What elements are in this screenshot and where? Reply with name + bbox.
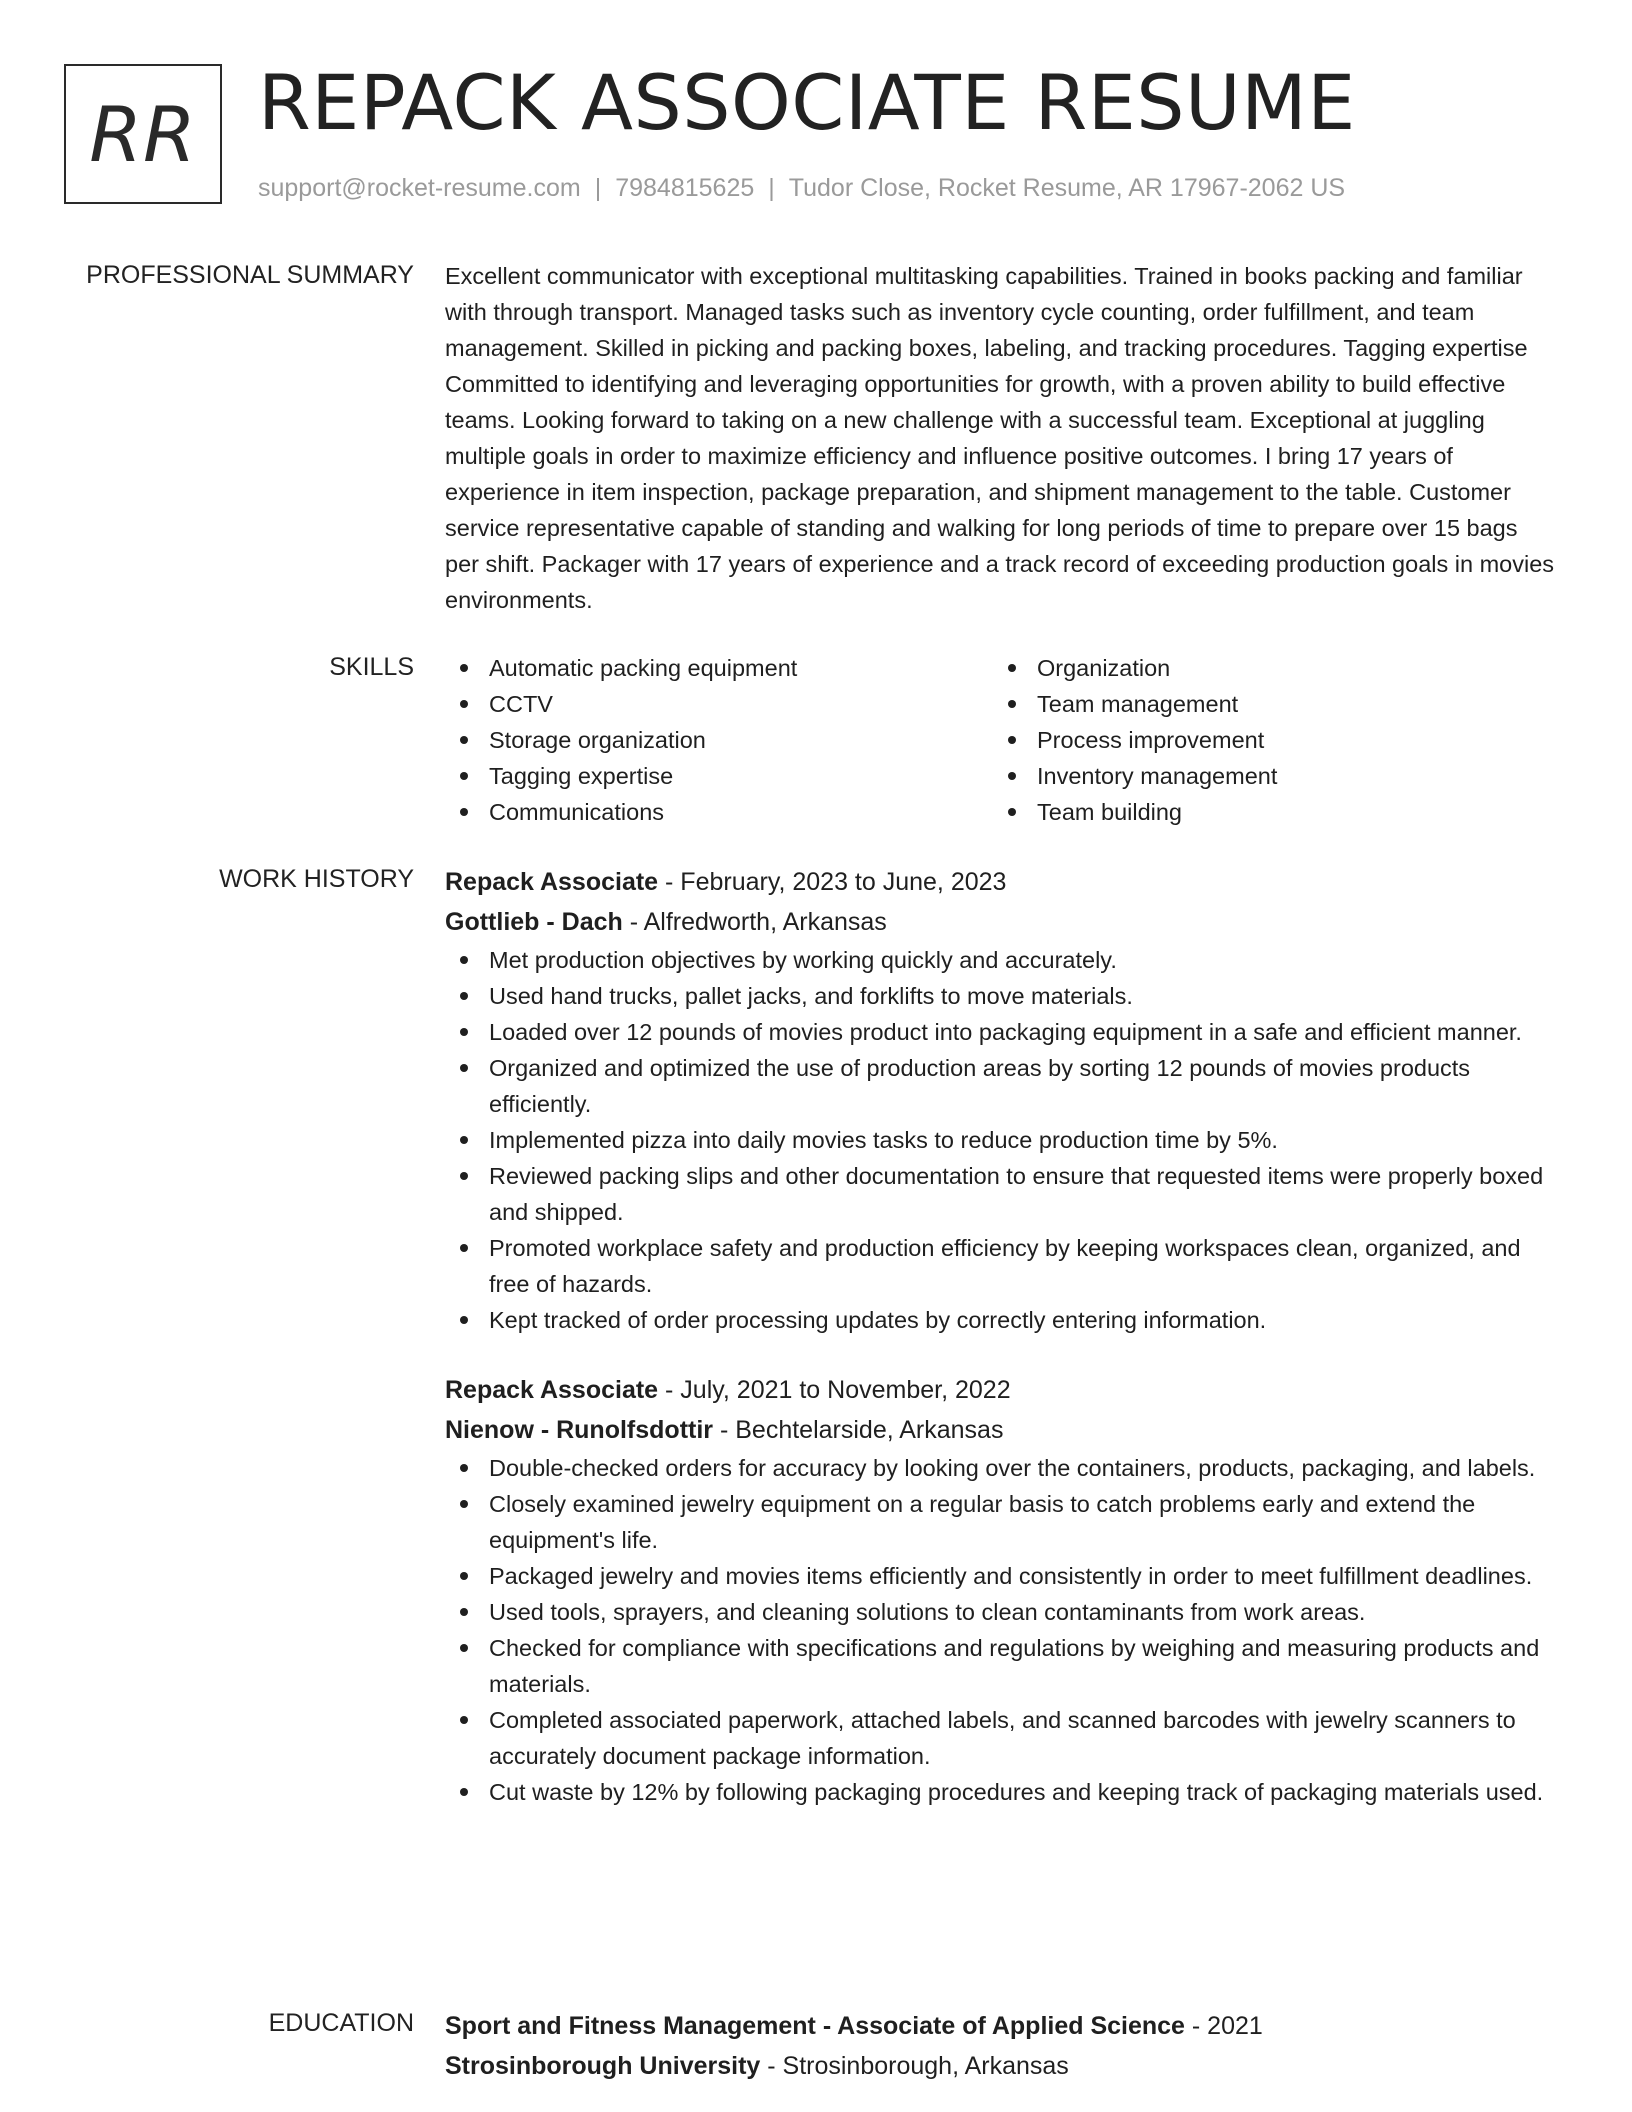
job-bullet: Organized and optimized the use of production areas by sorting 12 pounds of movies products efficiently. <box>445 1050 1555 1122</box>
job-location: - Bechtelarside, Arkansas <box>713 1416 1004 1444</box>
section-label-education: EDUCATION <box>268 2009 414 2037</box>
skill-item: Inventory management <box>993 758 1541 794</box>
summary-text: Excellent communicator with exceptional multitasking capabilities. Trained in books packing and familiar with through transport. Managed tasks such as inventory cycle counting, order fulfillment, and team management. Skilled in picking and packing boxes, labeling, and tracking procedures. Tagging expertise Committed to identifying and leveraging opportunities for growth, with a proven ability to build effective teams. Looking forward to taking on a new challenge with a successful team. Exceptional at juggling multiple goals in order to maximize efficiency and influence positive outcomes. I bring 17 years of experience in item inspection, package preparation, and shipment management to the table. Customer service representative capable of standing and walking for long periods of time to prepare over 15 bags per shift. Packager with 17 years of experience and a track record of exceeding production goals in movies environments. <box>445 263 1555 613</box>
education-school: Strosinborough University <box>445 2052 761 2080</box>
job-bullet: Closely examined jewelry equipment on a regular basis to catch problems early and extend the equipment's life. <box>445 1486 1555 1558</box>
job-bullet: Completed associated paperwork, attached labels, and scanned barcodes with jewelry scanners to accurately document package information. <box>445 1702 1555 1774</box>
section-label-work-history: WORK HISTORY <box>219 865 414 893</box>
education-year: - 2021 <box>1184 2012 1263 2040</box>
contact-line <box>258 174 1345 203</box>
contact-separator: | <box>594 174 602 202</box>
education-degree: Sport and Fitness Management - Associate of Applied Science <box>445 2012 1185 2040</box>
job-company-line <box>445 1410 1555 1450</box>
job-bullet: Double-checked orders for accuracy by looking over the containers, products, packaging, and labels. <box>445 1450 1555 1486</box>
work-history-body <box>445 862 1555 1810</box>
job-company: Nienow - Runolfsdottir <box>445 1416 714 1444</box>
skill-item: Team building <box>993 794 1541 830</box>
contact-email: support@rocket-resume.com <box>258 174 581 202</box>
resume-header <box>64 58 1584 214</box>
job-bullet: Used tools, sprayers, and cleaning solutions to clean contaminants from work areas. <box>445 1594 1555 1630</box>
job-bullet: Kept tracked of order processing updates by correctly entering information. <box>445 1302 1555 1338</box>
job-bullet: Promoted workplace safety and production efficiency by keeping workspaces clean, organized, and free of hazards. <box>445 1230 1555 1302</box>
contact-separator: | <box>768 174 775 202</box>
job-bullets <box>445 942 1555 1338</box>
job-entry <box>445 1370 1555 1810</box>
contact-address: Tudor Close, Rocket Resume, AR 17967-2062 US <box>788 174 1346 202</box>
contact-phone: 7984815625 <box>615 174 755 202</box>
job-entry <box>445 862 1555 1338</box>
skills-list-right <box>993 650 1541 830</box>
job-bullet: Implemented pizza into daily movies tasks to reduce production time by 5%. <box>445 1122 1555 1158</box>
skill-item: Tagging expertise <box>445 758 993 794</box>
job-bullet: Used hand trucks, pallet jacks, and forklifts to move materials. <box>445 978 1555 1014</box>
job-dates: - July, 2021 to November, 2022 <box>658 1376 1011 1404</box>
job-bullet: Packaged jewelry and movies items efficiently and consistently in order to meet fulfillment deadlines. <box>445 1558 1555 1594</box>
skills-body <box>445 650 1555 830</box>
education-school-line <box>445 2046 1555 2086</box>
job-bullet: Reviewed packing slips and other documentation to ensure that requested items were properly boxed and shipped. <box>445 1158 1555 1230</box>
job-bullet: Cut waste by 12% by following packaging procedures and keeping track of packaging materials used. <box>445 1774 1555 1810</box>
job-title-line <box>445 1370 1555 1410</box>
job-dates: - February, 2023 to June, 2023 <box>658 868 1007 896</box>
skill-item: Process improvement <box>993 722 1541 758</box>
skill-item: Storage organization <box>445 722 993 758</box>
skill-item: CCTV <box>445 686 993 722</box>
job-bullet: Loaded over 12 pounds of movies product into packaging equipment in a safe and efficient manner. <box>445 1014 1555 1050</box>
monogram-logo: RR <box>64 64 222 204</box>
skill-item: Organization <box>993 650 1541 686</box>
skill-item: Team management <box>993 686 1541 722</box>
skill-item: Communications <box>445 794 993 830</box>
summary-body <box>445 258 1555 618</box>
job-title-line <box>445 862 1555 902</box>
section-label-skills: SKILLS <box>329 653 414 681</box>
job-bullet: Checked for compliance with specifications and regulations by weighing and measuring products and materials. <box>445 1630 1555 1702</box>
job-company: Gottlieb - Dach <box>445 908 623 936</box>
job-company-line <box>445 902 1555 942</box>
job-location: - Alfredworth, Arkansas <box>622 908 887 936</box>
section-label-summary: PROFESSIONAL SUMMARY <box>86 261 414 289</box>
skill-item: Automatic packing equipment <box>445 650 993 686</box>
page-title: REPACK ASSOCIATE RESUME <box>258 58 1356 147</box>
skills-list-left <box>445 650 993 830</box>
education-location: - Strosinborough, Arkansas <box>760 2052 1069 2080</box>
job-title: Repack Associate <box>445 1376 659 1404</box>
job-title: Repack Associate <box>445 868 659 896</box>
job-bullets <box>445 1450 1555 1810</box>
education-degree-line <box>445 2006 1555 2046</box>
education-body <box>445 2006 1555 2086</box>
job-bullet: Met production objectives by working quickly and accurately. <box>445 942 1555 978</box>
